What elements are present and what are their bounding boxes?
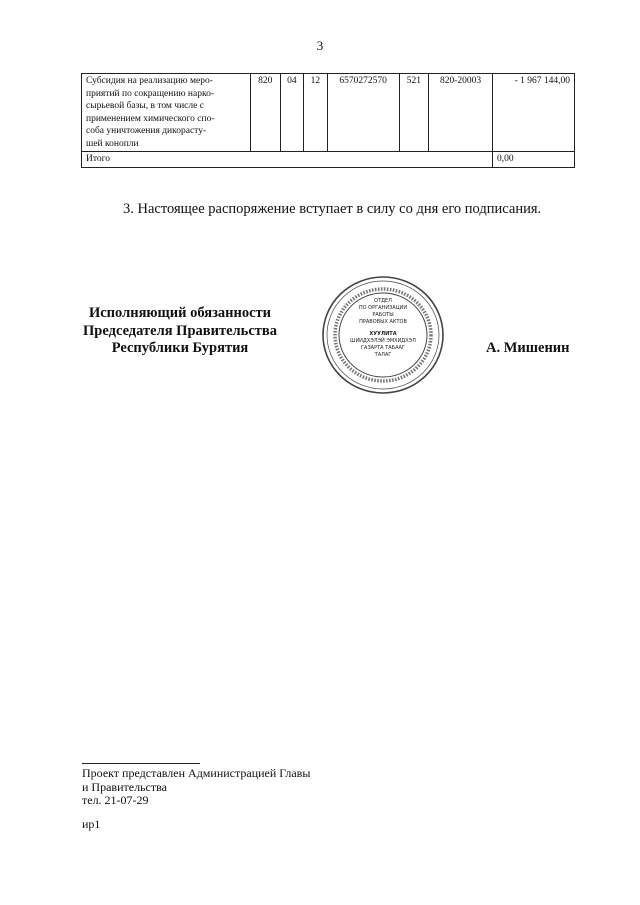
stamp-line: ОТДЕЛ bbox=[374, 298, 392, 304]
description-line: применением химического спо- bbox=[86, 113, 215, 124]
code-cell: 12 bbox=[304, 74, 328, 152]
stamp-line: ГАЗАРТА ТАБААГ bbox=[361, 345, 405, 351]
signatory-title-line: Исполняющий обязанности bbox=[88, 305, 272, 321]
code-cell: 820 bbox=[251, 74, 281, 152]
official-seal-stamp bbox=[318, 273, 448, 398]
footer-divider bbox=[82, 763, 200, 764]
code-cell: 04 bbox=[280, 74, 304, 152]
signatory-name: А. Мишенин bbox=[486, 340, 570, 356]
total-row bbox=[82, 152, 575, 168]
amount-cell: - 1 967 144,00 bbox=[492, 74, 574, 152]
signatory-title bbox=[82, 305, 278, 358]
code-cell: 820-20003 bbox=[429, 74, 493, 152]
footer-line: тел. 21-07-29 bbox=[82, 793, 149, 807]
footer-line: и Правительства bbox=[82, 779, 167, 794]
effective-date-paragraph: 3. Настоящее распоряжение вступает в силу со дня его подписания. bbox=[123, 201, 542, 217]
total-amount: 0,00 bbox=[492, 152, 574, 168]
description-line: шей конопли bbox=[86, 138, 139, 149]
total-label: Итого bbox=[82, 152, 493, 168]
code-cell: 521 bbox=[399, 74, 429, 152]
signatory-title-line: Председателя Правительства bbox=[83, 322, 277, 339]
table-row bbox=[82, 74, 575, 152]
budget-table bbox=[81, 73, 575, 168]
page-number: 3 bbox=[316, 38, 324, 53]
description-line: приятий по сокращению нарко- bbox=[86, 88, 215, 99]
description-line: Субсидия на реализацию меро- bbox=[86, 76, 213, 86]
stamp-line: ТАЛАГ bbox=[374, 352, 392, 358]
row-description bbox=[82, 74, 251, 152]
description-line: сырьевой базы, в том числе с bbox=[86, 101, 204, 111]
stamp-line: ШИИДХЭЛЭЙ ЭМХИДХЭЛ bbox=[350, 338, 416, 344]
stamp-line: ПО ОРГАНИЗАЦИИ bbox=[358, 305, 408, 311]
signatory-title-line: Республики Бурятия bbox=[111, 340, 249, 356]
stamp-line: РАБОТЫ bbox=[372, 312, 394, 318]
stamp-line: ПРАВОВЫХ АКТОВ bbox=[359, 319, 407, 325]
description-line: соба уничтожения дикорасту- bbox=[86, 126, 207, 136]
footer-line: Проект представлен Администрацией Главы bbox=[82, 766, 311, 780]
footer-note bbox=[82, 767, 310, 808]
document-code: ир1 bbox=[82, 817, 101, 831]
stamp-line: ХУУЛИТА bbox=[369, 331, 397, 337]
code-cell: 6570272570 bbox=[327, 74, 399, 152]
